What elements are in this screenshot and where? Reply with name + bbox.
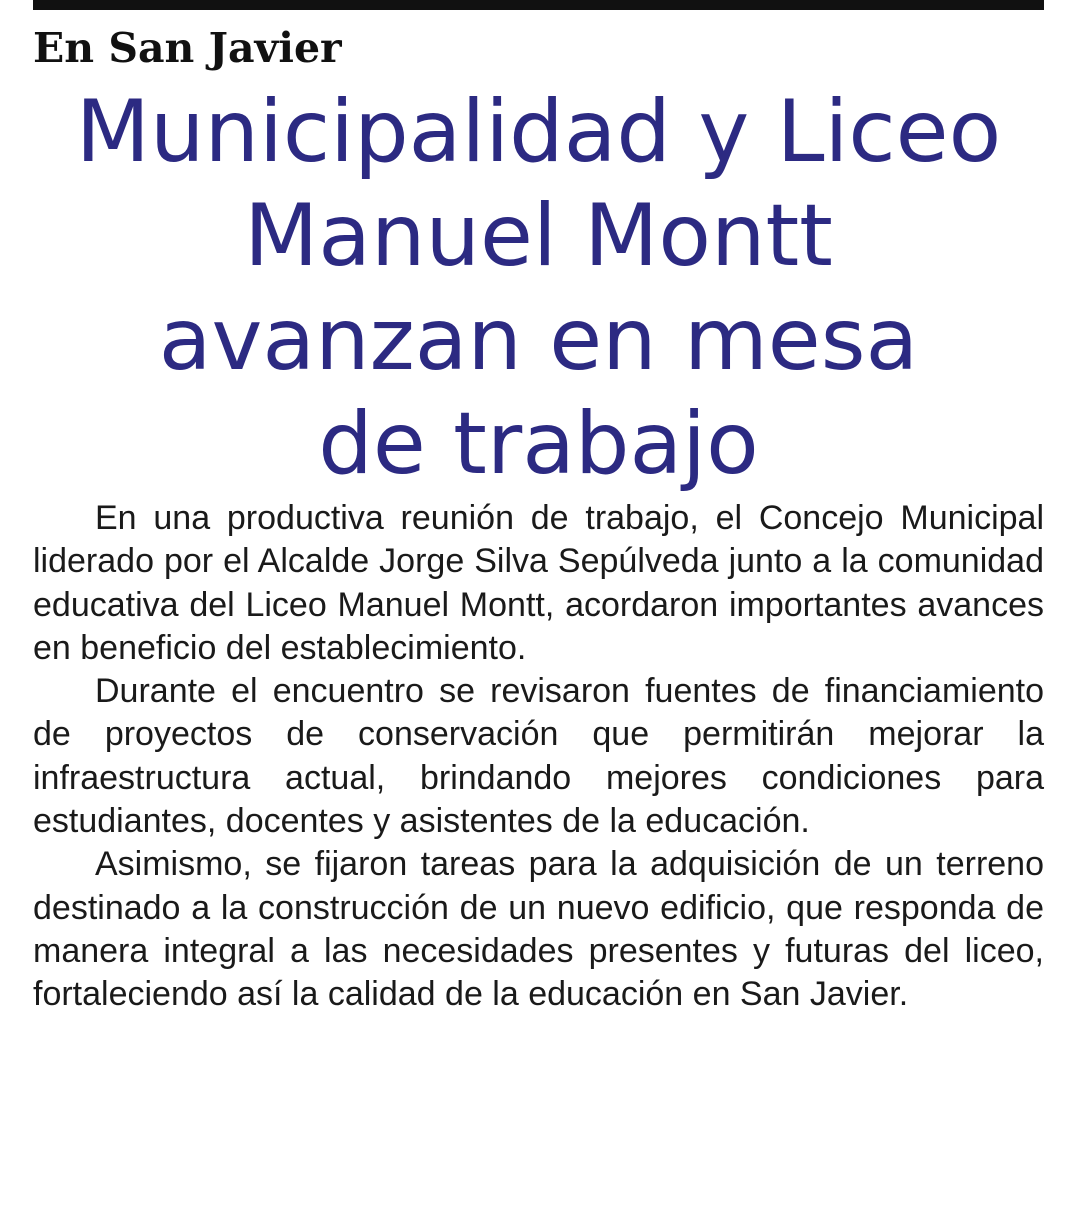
headline-line: Municipalidad y Liceo [75,82,1002,182]
headline-line: avanzan en mesa [158,290,919,390]
article-headline [33,80,1044,496]
body-paragraph: Durante el encuentro se revisaron fuentes de financiamiento de proyectos de conservación que permitirán mejorar la infraestructura actual, brindando mejores condiciones para estudiantes, docentes y asistentes de la educación. [33,672,1044,841]
headline-line: de trabajo [318,394,759,494]
headline-line: Manuel Montt [244,186,833,286]
top-rule [33,0,1044,10]
body-paragraph: En una productiva reunión de trabajo, el Concejo Municipal liderado por el Alcalde Jorge Silva Sepúlveda junto a la comunidad educativa del Liceo Manuel Montt, acordaron importantes avances en beneficio del establecimiento. [33,499,1044,667]
body-paragraph: Asimismo, se fijaron tareas para la adquisición de un terreno destinado a la construcción de un nuevo edificio, que responda de manera integral a las necesidades presentes y futuras del liceo, fortaleciendo así la calidad de la educación en San Javier. [33,845,1044,1014]
article-kicker: En San Javier [33,24,342,72]
article-body [33,497,1044,1017]
